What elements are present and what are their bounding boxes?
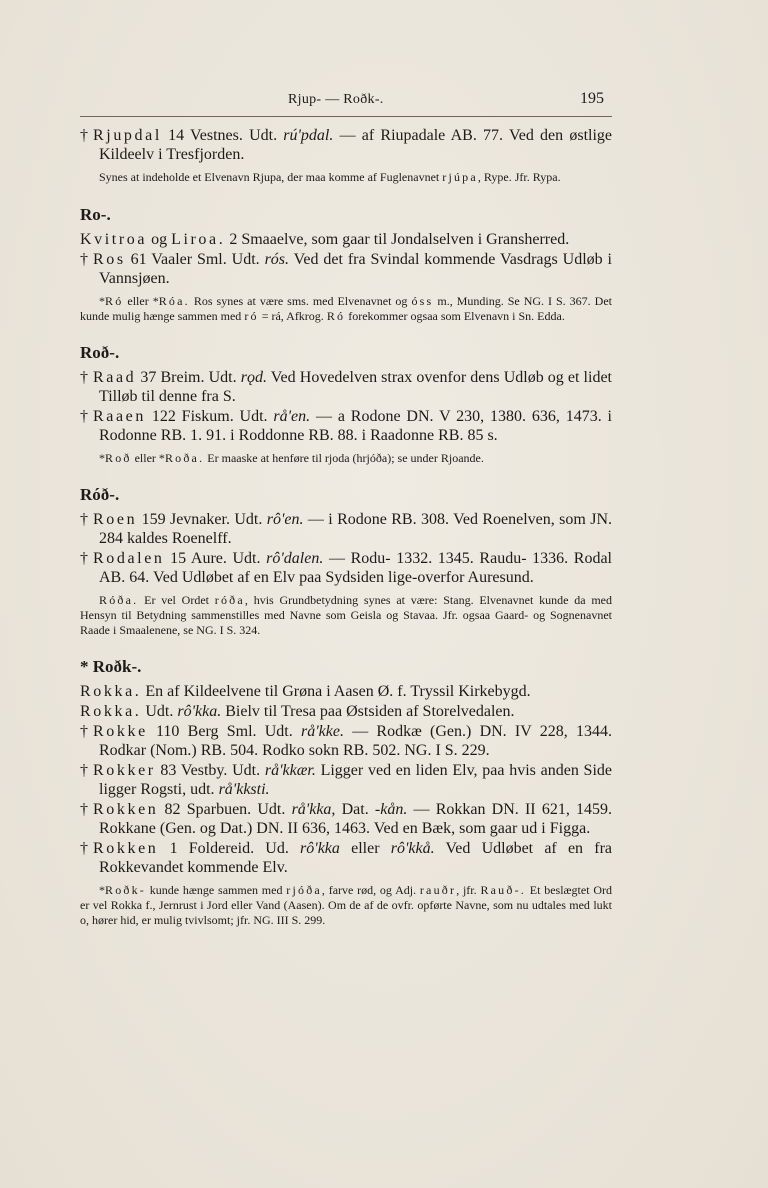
- note-spaced-word: óss: [411, 294, 434, 308]
- note-text: m., Munding. Se NG. I S. 367. Det kunde mulig hænge sammen med: [80, 294, 612, 323]
- entry-headword: Raad: [93, 369, 137, 386]
- note-text: forekommer ogsaa som Elvenavn i Sn. Edda.: [345, 309, 565, 323]
- entry-headword: Raaen: [93, 408, 146, 425]
- pronunciation: rå'kksti.: [218, 781, 270, 798]
- note-text: , farve rød, og Adj.: [321, 883, 420, 897]
- entry-text: — i Rodone RB. 308. Ved Roenelven, som JN. 284 kaldes Roenelff.: [99, 511, 612, 547]
- entry-headword: Ros: [93, 251, 126, 268]
- note-text: eller *: [131, 451, 165, 465]
- dagger-mark: †: [80, 369, 88, 386]
- entry-headword: Kvitroa: [80, 231, 148, 248]
- pronunciation: rô'kkå.: [390, 840, 435, 857]
- note-rodk: [80, 883, 612, 928]
- entry-text: 110 Berg Sml. Udt.: [147, 723, 301, 740]
- note-rood: [80, 593, 612, 638]
- entry-text: 15 Aure. Udt.: [164, 550, 267, 567]
- pronunciation: rú'pdal.: [283, 127, 334, 144]
- note-spaced-word: Ró: [326, 309, 346, 323]
- note-rjupdal: [80, 170, 612, 185]
- pronunciation: -kån.: [374, 801, 408, 818]
- entry-headword: Rokka.: [80, 683, 142, 700]
- note-spaced-word: rauðr: [419, 883, 457, 897]
- entry-ros: [80, 250, 612, 288]
- entry-headword: Rjupdal: [93, 127, 162, 144]
- note-text: *: [99, 451, 105, 465]
- running-title: Rjup- — Roðk-.: [288, 92, 384, 107]
- entry-text: — Rodu- 1332. 1345. Raudu- 1336. Rodal AB. 64. Ved Udløbet af en Elv paa Sydsiden lige-overfor Auresund.: [99, 550, 612, 586]
- note-spaced-word: rjúpa: [442, 170, 478, 184]
- entry-rokke: [80, 722, 612, 760]
- note-text: *: [99, 883, 105, 897]
- entry-kvitroa: [80, 230, 612, 249]
- note-spaced-word: rjóða: [286, 883, 322, 897]
- entry-text: 1 Foldereid. Ud.: [158, 840, 301, 857]
- note-text: kunde hænge sammen med: [146, 883, 287, 897]
- section-title-rod: Roð-.: [80, 343, 120, 362]
- entry-headword: Rokken: [93, 840, 159, 857]
- dagger-mark: †: [80, 550, 88, 567]
- entry-headword: Rokken: [93, 801, 159, 818]
- note-ro: [80, 294, 612, 324]
- page-number: 195: [580, 90, 604, 107]
- note-text: Er maaske at henføre til rjoda (hrjóða); se under Rjoande.: [204, 451, 484, 465]
- entry-text: 14 Vestnes. Udt.: [161, 127, 284, 144]
- dagger-mark: †: [80, 251, 88, 268]
- dagger-mark: †: [80, 762, 88, 779]
- entry-roen: [80, 510, 612, 548]
- note-spaced-word: Roð: [105, 451, 132, 465]
- entry-text: — a Rodone DN. V 230, 1380. 636, 1473. i Rodonne RB. 1. 91. i Roddonne RB. 88. i Raadonne RB. 85 s.: [99, 408, 613, 444]
- entry-headword: Roen: [93, 511, 138, 528]
- entry-text: Ved Hovedelven strax ovenfor dens Udløb og et lidet Tilløb til denne fra S.: [99, 369, 612, 405]
- pronunciation: rô'en.: [266, 511, 304, 528]
- entry-headword: Liroa.: [171, 231, 226, 248]
- note-spaced-word: Ró: [105, 294, 124, 308]
- entry-raaen: [80, 407, 612, 445]
- header-rule: [80, 116, 612, 117]
- note-spaced-word: ró: [244, 309, 259, 323]
- section-title-rood: Róð-.: [80, 485, 120, 504]
- note-text: Synes at indeholde et Elvenavn Rjupa, der maa komme af Fuglenavnet: [99, 170, 443, 184]
- entry-text: — Rokkan DN. II 621, 1459. Rokkane (Gen. og Dat.) DN. II 636, 1463. Ved en Bæk, som gaar ud i Figga.: [99, 801, 613, 837]
- pronunciation: rô'kka: [300, 840, 340, 857]
- entry-text: 122 Fiskum. Udt.: [145, 408, 274, 425]
- entry-headword: Rodalen: [93, 550, 165, 567]
- note-spaced-word: Roða.: [164, 451, 205, 465]
- note-spaced-word: Rauð-.: [480, 883, 526, 897]
- note-text: Er vel Ordet: [138, 593, 215, 607]
- pronunciation: rós.: [264, 251, 290, 268]
- note-text: Ros synes at være sms. med Elvenavnet og: [189, 294, 412, 308]
- entry-text: 37 Breim. Udt.: [136, 369, 241, 386]
- pronunciation: rô'kka.: [177, 703, 222, 720]
- entry-text: — af Riupadale AB. 77. Ved den østlige Kildeelv i Tresfjorden.: [99, 127, 612, 163]
- entry-text: Ligger ved en liden Elv, paa hvis anden Side ligger Rogsti, udt.: [99, 762, 613, 798]
- entry-rokka-1: [80, 682, 612, 701]
- entry-text: Bielv til Tresa paa Østsiden af Storelvedalen.: [221, 703, 515, 720]
- note-spaced-word: Róa.: [158, 294, 190, 308]
- section-title-ro: Ro-.: [80, 205, 111, 224]
- note-rod: [80, 451, 612, 466]
- entry-rokken-sparbuen: [80, 800, 612, 838]
- section-title-rodk: * Roðk-.: [80, 657, 142, 676]
- pronunciation: rå'kkær.: [264, 762, 316, 779]
- pronunciation: rå'kke.: [301, 723, 344, 740]
- entry-headword: Rokka.: [80, 703, 142, 720]
- dagger-mark: †: [80, 801, 88, 818]
- pronunciation: rǫd.: [240, 369, 267, 386]
- entry-text: 83 Vestby. Udt.: [155, 762, 265, 779]
- entry-text: Dat.: [335, 801, 375, 818]
- dagger-mark: †: [80, 723, 88, 740]
- note-text: , jfr.: [456, 883, 481, 897]
- entry-raad: [80, 368, 612, 406]
- entry-rokker: [80, 761, 612, 799]
- entry-text: 82 Sparbuen. Udt.: [158, 801, 292, 818]
- dagger-mark: †: [80, 408, 88, 425]
- dagger-mark: †: [80, 840, 88, 857]
- note-text: eller *: [123, 294, 159, 308]
- note-text: , Rype. Jfr. Rypa.: [477, 170, 561, 184]
- note-text: = rá, Afkrog.: [258, 309, 327, 323]
- dagger-mark: †: [80, 511, 88, 528]
- entry-text: — Rodkæ (Gen.) DN. IV 228, 1344. Rodkar (Nom.) RB. 504. Rodko sokn RB. 502. NG. I S. 229.: [99, 723, 612, 759]
- entry-rodalen: [80, 549, 612, 587]
- entry-text: Ved det fra Svindal kommende Vasdrags Udløb i Vannsjøen.: [99, 251, 613, 287]
- entry-headword: Rokke: [93, 723, 148, 740]
- entry-text: og: [147, 231, 172, 248]
- entry-rokka-2: [80, 702, 612, 721]
- entry-headword: Rokker: [93, 762, 156, 779]
- pronunciation: rå'kka,: [291, 801, 336, 818]
- entry-text: En af Kildeelvene til Grøna i Aasen Ø. f. Tryssil Kirkebygd.: [141, 683, 531, 700]
- entry-text: 159 Jevnaker. Udt.: [137, 511, 267, 528]
- dagger-mark: †: [80, 127, 88, 144]
- note-text: , hvis Grundbetydning synes at være: Stang. Elvenavnet kunde da med Hensyn til Betydning sammenstilles med Navne som Geisla og Stavaa. Jfr. ogsaa Gaard- og Sognenavnet Raade i Smaalenene, se NG. I S. 324.: [80, 593, 612, 637]
- entry-text: 2 Smaaelve, som gaar til Jondalselven i Gransherred.: [225, 231, 570, 248]
- pronunciation: rå'en.: [273, 408, 311, 425]
- note-spaced-word: Róða.: [99, 593, 139, 607]
- note-spaced-word: Roðk-: [105, 883, 146, 897]
- page-header: [0, 88, 768, 112]
- page-content: [80, 126, 612, 928]
- entry-rokken-foldereid: [80, 839, 612, 877]
- note-spaced-word: róða: [214, 593, 245, 607]
- entry-text: Ved Udløbet af en fra Rokkevandet kommende Elv.: [99, 840, 613, 876]
- entry-text: 61 Vaaler Sml. Udt.: [125, 251, 265, 268]
- entry-rjupdal: [80, 126, 612, 164]
- note-text: Et beslægtet Ord er vel Rokka f., Jernrust i Jord eller Vand (Aasen). Om de af de ovfr. opførte Navne, som nu udtales med lukt o, hører hid, er mulig tvivlsomt; jfr. NG. III S. 299.: [80, 883, 612, 927]
- entry-text: eller: [339, 840, 391, 857]
- pronunciation: rô'dalen.: [266, 550, 324, 567]
- entry-text: Udt.: [141, 703, 178, 720]
- note-text: *: [99, 294, 105, 308]
